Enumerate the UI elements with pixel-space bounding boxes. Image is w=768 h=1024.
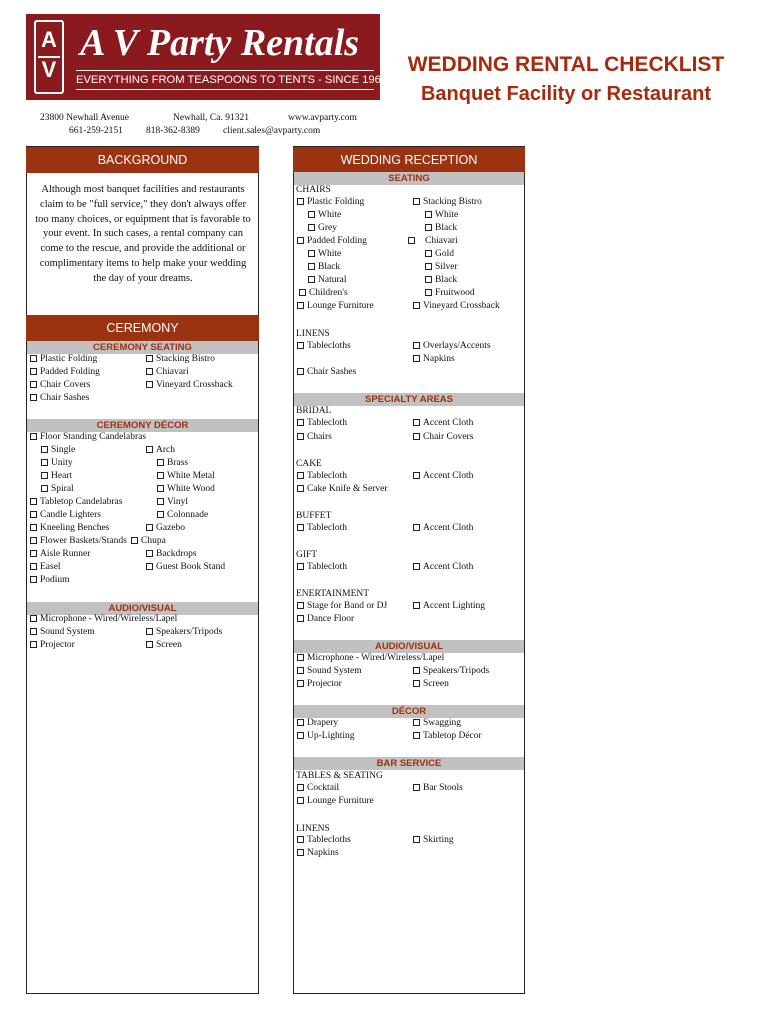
item-label: Plastic Folding [307, 197, 365, 207]
item-label: Swagging [423, 718, 461, 728]
checklist-item[interactable] [413, 300, 500, 312]
ceremony-seating-subheader: CEREMONY SEATING [27, 341, 258, 354]
item-label: Backdrops [156, 549, 197, 559]
checkbox-icon[interactable] [30, 368, 37, 375]
checkbox-icon[interactable] [408, 237, 415, 244]
checklist-item[interactable] [297, 600, 387, 612]
checklist-item[interactable] [30, 613, 177, 625]
checkbox-icon[interactable] [157, 485, 164, 492]
checkbox-icon[interactable] [297, 419, 304, 426]
checklist-item[interactable] [157, 496, 188, 508]
reception-header: WEDDING RECEPTION [293, 147, 525, 173]
item-label: Tablecloth [307, 562, 347, 572]
checklist-item[interactable] [297, 665, 362, 677]
checklist-item[interactable] [308, 261, 340, 273]
checkbox-icon[interactable] [146, 355, 153, 362]
checklist-item[interactable] [30, 626, 95, 638]
item-label: Chupa [141, 536, 166, 546]
checklist-item[interactable] [297, 470, 347, 482]
checklist-item[interactable] [297, 834, 351, 846]
item-label: White [318, 210, 342, 220]
item-label: Black [435, 223, 458, 233]
item-label: Spiral [51, 484, 74, 494]
checklist-item[interactable] [413, 470, 473, 482]
item-label: Fruitwood [435, 288, 475, 298]
item-label: Microphone - Wired/Wireless/Lapel [40, 614, 178, 624]
checkbox-icon[interactable] [297, 302, 304, 309]
checkbox-icon[interactable] [30, 355, 37, 362]
checklist-item[interactable] [30, 548, 90, 560]
checklist-item[interactable] [41, 457, 73, 469]
entertainment-label: ENERTAINMENT [296, 589, 370, 599]
item-label: Grey [318, 223, 337, 233]
checkbox-icon[interactable] [297, 342, 304, 349]
company-logo [26, 14, 388, 100]
checklist-item[interactable] [41, 470, 72, 482]
item-label: Dance Floor [307, 614, 355, 624]
checkbox-icon[interactable] [297, 719, 304, 726]
checkbox-icon[interactable] [425, 250, 432, 257]
checklist-item[interactable] [30, 561, 61, 573]
checklist-item[interactable] [41, 483, 74, 495]
checkbox-icon[interactable] [308, 263, 315, 270]
checklist-item[interactable] [131, 535, 166, 547]
item-label: Projector [40, 640, 75, 650]
checklist-item[interactable] [413, 196, 482, 208]
item-label: Natural [318, 275, 347, 285]
item-label: Children's [309, 288, 348, 298]
checkbox-icon[interactable] [30, 524, 37, 531]
checklist-item[interactable] [297, 522, 347, 534]
checklist-item[interactable] [299, 287, 348, 299]
checkbox-icon[interactable] [146, 628, 153, 635]
item-label: Vineyard Crossback [423, 301, 500, 311]
checkbox-icon[interactable] [41, 485, 48, 492]
checklist-item[interactable] [146, 353, 215, 365]
item-label: White Metal [167, 471, 215, 481]
contact-phone-1: 661-259-2151 [69, 126, 123, 136]
checklist-item[interactable] [413, 431, 473, 443]
item-label: Tablecloths [307, 341, 351, 351]
item-label: Flower Baskets/Stands [40, 536, 127, 546]
checklist-item[interactable] [425, 222, 457, 234]
checkbox-icon[interactable] [297, 485, 304, 492]
checklist-item[interactable] [413, 561, 473, 573]
checklist-item[interactable] [425, 248, 454, 260]
ceremony-av-subheader: AUDIO/VISUAL [27, 602, 258, 615]
checkbox-icon[interactable] [30, 381, 37, 388]
checklist-item[interactable] [297, 782, 339, 794]
checkbox-icon[interactable] [297, 237, 304, 244]
checkbox-icon[interactable] [157, 472, 164, 479]
item-label: Unity [51, 458, 73, 468]
item-label: White [318, 249, 342, 259]
item-label: Vineyard Crossback [156, 380, 233, 390]
checkbox-icon[interactable] [297, 615, 304, 622]
checkbox-icon[interactable] [41, 472, 48, 479]
checkbox-icon[interactable] [157, 498, 164, 505]
item-label: Lounge Furniture [307, 301, 374, 311]
contact-email[interactable]: client.sales@avparty.com [223, 126, 321, 136]
item-label: Accent Cloth [423, 418, 474, 428]
document-title: WEDDING RENTAL CHECKLIST [407, 53, 725, 76]
checkbox-icon[interactable] [41, 459, 48, 466]
item-label: Chiavari [425, 236, 458, 246]
checklist-item[interactable] [297, 561, 347, 573]
left-panel [26, 146, 259, 994]
item-label: Sound System [40, 627, 95, 637]
reception-seating-subheader: SEATING [294, 172, 524, 185]
item-label: Napkins [307, 848, 339, 858]
item-label: Black [318, 262, 341, 272]
item-label: Silver [435, 262, 458, 272]
checklist-item[interactable] [146, 626, 222, 638]
checkbox-icon[interactable] [30, 628, 37, 635]
item-label: Accent Lighting [423, 601, 485, 611]
item-label: Plastic Folding [40, 354, 98, 364]
checkbox-icon[interactable] [413, 302, 420, 309]
checkbox-icon[interactable] [413, 472, 420, 479]
checkbox-icon[interactable] [425, 263, 432, 270]
checkbox-icon[interactable] [297, 784, 304, 791]
background-paragraph: Although most banquet facilities and restaurants claim to be "full service," they don't always offer too many choices, or equipment that is favorable to your event. In such cases, a rental company can come to the rescue, and provide the additional or complimentary items to help make your wedding the day of your dreams. [35, 184, 251, 284]
checkbox-icon[interactable] [413, 433, 420, 440]
checklist-item[interactable] [30, 431, 146, 443]
checkbox-icon[interactable] [297, 563, 304, 570]
checklist-item[interactable] [30, 353, 97, 365]
checklist-item[interactable] [297, 613, 354, 625]
document-subtitle: Banquet Facility or Restaurant [420, 83, 712, 105]
checklist-item[interactable] [413, 340, 491, 352]
checklist-item[interactable] [408, 235, 458, 247]
chairs-label: CHAIRS [296, 185, 331, 195]
item-label: Padded Folding [40, 367, 100, 377]
checkbox-icon[interactable] [146, 368, 153, 375]
checklist-item[interactable] [297, 678, 342, 690]
bar-linens-label: LINENS [296, 824, 330, 834]
checklist-item[interactable] [157, 470, 215, 482]
checklist-item[interactable] [308, 274, 347, 286]
item-label: White [435, 210, 459, 220]
item-label: Chair Covers [40, 380, 91, 390]
item-label: Heart [51, 471, 73, 481]
checklist-item[interactable] [297, 366, 356, 378]
checklist-item[interactable] [297, 300, 374, 312]
checklist-item[interactable] [308, 209, 341, 221]
reception-av-subheader: AUDIO/VISUAL [294, 640, 524, 653]
checklist-item[interactable] [297, 795, 374, 807]
item-label: Podium [40, 575, 70, 585]
item-label: Chairs [307, 432, 332, 442]
logo-company-name: A V Party Rentals [80, 22, 360, 64]
checklist-item[interactable] [146, 561, 225, 573]
cake-label: CAKE [296, 459, 322, 469]
checklist-item[interactable] [297, 483, 387, 495]
checklist-item[interactable] [30, 574, 70, 586]
item-label: Sound System [307, 666, 362, 676]
checklist-item[interactable] [297, 730, 355, 742]
checklist-item[interactable] [297, 652, 444, 664]
checklist-item[interactable] [146, 548, 197, 560]
item-label: Microphone - Wired/Wireless/Lapel [307, 653, 445, 663]
item-label: Stage for Band or DJ [307, 601, 388, 611]
checkbox-icon[interactable] [30, 641, 37, 648]
item-label: Guest Book Stand [156, 562, 226, 572]
item-label: White Wood [167, 484, 215, 494]
checklist-item[interactable] [413, 522, 473, 534]
checkbox-icon[interactable] [413, 602, 420, 609]
item-label: Stacking Bistro [156, 354, 215, 364]
checklist-item[interactable] [413, 417, 473, 429]
checklist-item[interactable] [297, 196, 364, 208]
checklist-item[interactable] [308, 222, 337, 234]
checkbox-icon[interactable] [297, 602, 304, 609]
checklist-item[interactable] [413, 678, 449, 690]
checklist-item[interactable] [425, 209, 458, 221]
checklist-item[interactable] [41, 444, 75, 456]
checklist-item[interactable] [413, 665, 489, 677]
contact-city: Newhall, Ca. 91321 [173, 113, 249, 123]
item-label: Accent Cloth [423, 523, 474, 533]
item-label: Stacking Bistro [423, 197, 482, 207]
checkbox-icon[interactable] [413, 667, 420, 674]
checkbox-icon[interactable] [425, 289, 432, 296]
item-label: Tabletop Décor [423, 731, 482, 741]
checklist-item[interactable] [30, 379, 90, 391]
logo-badge [34, 20, 64, 94]
reception-decor-subheader: DÉCOR [294, 705, 524, 718]
checklist-item[interactable] [30, 366, 100, 378]
checkbox-icon[interactable] [30, 511, 37, 518]
item-label: Cake Knife & Server [307, 484, 388, 494]
item-label: Cocktail [307, 783, 340, 793]
checklist-item[interactable] [30, 639, 75, 651]
checklist-item[interactable] [413, 834, 454, 846]
item-label: Gold [435, 249, 454, 259]
checkbox-icon[interactable] [425, 276, 432, 283]
bridal-label: BRIDAL [296, 406, 332, 416]
checklist-item[interactable] [146, 639, 182, 651]
checkbox-icon[interactable] [146, 524, 153, 531]
checklist-item[interactable] [30, 535, 127, 547]
item-label: Projector [307, 679, 342, 689]
checkbox-icon[interactable] [297, 654, 304, 661]
item-label: Skirting [423, 835, 454, 845]
checkbox-icon[interactable] [308, 224, 315, 231]
bar-service-subheader: BAR SERVICE [294, 757, 524, 770]
checkbox-icon[interactable] [297, 368, 304, 375]
ceremony-header: CEREMONY [26, 315, 259, 341]
item-label: Screen [156, 640, 182, 650]
checkbox-icon[interactable] [425, 224, 432, 231]
item-label: Chair Covers [423, 432, 474, 442]
checklist-item[interactable] [413, 782, 463, 794]
checkbox-icon[interactable] [297, 797, 304, 804]
item-label: Tabletop Candelabras [40, 497, 123, 507]
item-label: Accent Cloth [423, 562, 474, 572]
checkbox-icon[interactable] [413, 355, 420, 362]
contact-address: 23800 Newhall Avenue [40, 113, 129, 123]
item-label: Accent Cloth [423, 471, 474, 481]
checkbox-icon[interactable] [131, 537, 138, 544]
checkbox-icon[interactable] [157, 511, 164, 518]
checkbox-icon[interactable] [299, 289, 306, 296]
checkbox-icon[interactable] [297, 680, 304, 687]
tables-seating-label: TABLES & SEATING [296, 771, 383, 781]
contact-website[interactable]: www.avparty.com [288, 113, 357, 123]
checkbox-icon[interactable] [308, 250, 315, 257]
checklist-item[interactable] [308, 248, 341, 260]
checklist-item[interactable] [413, 717, 461, 729]
item-label: Napkins [423, 354, 455, 364]
checkbox-icon[interactable] [413, 732, 420, 739]
checkbox-icon[interactable] [30, 537, 37, 544]
checklist-item[interactable] [30, 392, 89, 404]
item-label: Single [51, 445, 76, 455]
checklist-item[interactable] [146, 444, 175, 456]
checkbox-icon[interactable] [413, 342, 420, 349]
right-panel [293, 146, 525, 994]
checklist-item[interactable] [413, 600, 485, 612]
item-label: Vinyl [167, 497, 189, 507]
checkbox-icon[interactable] [425, 211, 432, 218]
checkbox-icon[interactable] [30, 563, 37, 570]
checklist-item[interactable] [425, 274, 457, 286]
checkbox-icon[interactable] [413, 784, 420, 791]
item-label: Padded Folding [307, 236, 367, 246]
checklist-item[interactable] [413, 730, 482, 742]
checklist-item[interactable] [297, 340, 351, 352]
background-header: BACKGROUND [26, 147, 259, 173]
checkbox-icon[interactable] [308, 211, 315, 218]
checkbox-icon[interactable] [30, 433, 37, 440]
item-label: Kneeling Benches [40, 523, 110, 533]
checkbox-icon[interactable] [157, 459, 164, 466]
checklist-item[interactable] [146, 522, 185, 534]
item-label: Floor Standing Candelabras [40, 432, 147, 442]
checkbox-icon[interactable] [41, 446, 48, 453]
checklist-item[interactable] [157, 457, 188, 469]
buffet-label: BUFFET [296, 511, 332, 521]
checkbox-icon[interactable] [413, 719, 420, 726]
checklist-item[interactable] [157, 483, 215, 495]
checkbox-icon[interactable] [146, 550, 153, 557]
logo-badge-v: V [41, 57, 57, 82]
checkbox-icon[interactable] [413, 419, 420, 426]
checklist-item[interactable] [146, 379, 233, 391]
item-label: Bar Stools [423, 783, 463, 793]
checklist-item[interactable] [425, 287, 475, 299]
ceremony-decor-subheader: CEREMONY DÉCOR [27, 419, 258, 432]
checkbox-icon[interactable] [297, 433, 304, 440]
checkbox-icon[interactable] [30, 394, 37, 401]
item-label: Lounge Furniture [307, 796, 374, 806]
checkbox-icon[interactable] [413, 563, 420, 570]
item-label: Brass [167, 458, 189, 468]
item-label: Tablecloths [307, 835, 351, 845]
checklist-item[interactable] [30, 509, 101, 521]
item-label: Candle Lighters [40, 510, 101, 520]
item-label: Chair Sashes [40, 393, 90, 403]
checklist-item[interactable] [297, 431, 332, 443]
checklist-item[interactable] [297, 235, 367, 247]
checkbox-icon[interactable] [297, 836, 304, 843]
checkbox-icon[interactable] [146, 446, 153, 453]
checkbox-icon[interactable] [297, 472, 304, 479]
checkbox-icon[interactable] [413, 524, 420, 531]
checklist-item[interactable] [413, 353, 455, 365]
item-label: Gazebo [156, 523, 186, 533]
item-label: Speakers/Tripods [423, 666, 490, 676]
checkbox-icon[interactable] [297, 667, 304, 674]
checkbox-icon[interactable] [30, 576, 37, 583]
checkbox-icon[interactable] [30, 498, 37, 505]
checkbox-icon[interactable] [413, 680, 420, 687]
item-label: Overlays/Accents [423, 341, 491, 351]
checkbox-icon[interactable] [30, 615, 37, 622]
checkbox-icon[interactable] [30, 550, 37, 557]
checkbox-icon[interactable] [146, 381, 153, 388]
checkbox-icon[interactable] [297, 849, 304, 856]
specialty-areas-subheader: SPECIALTY AREAS [294, 393, 524, 406]
item-label: Chiavari [156, 367, 189, 377]
checklist-item[interactable] [30, 496, 122, 508]
item-label: Drapery [307, 718, 339, 728]
item-label: Speakers/Tripods [156, 627, 223, 637]
item-label: Black [435, 275, 458, 285]
checklist-item[interactable] [297, 417, 347, 429]
item-label: Easel [40, 562, 61, 572]
checkbox-icon[interactable] [297, 524, 304, 531]
logo-tagline: EVERYTHING FROM TEASPOONS TO TENTS - SINCE 1968 [76, 70, 374, 90]
checklist-item[interactable] [30, 522, 109, 534]
checkbox-icon[interactable] [413, 198, 420, 205]
checkbox-icon[interactable] [308, 276, 315, 283]
item-label: Arch [156, 445, 175, 455]
checklist-item[interactable] [297, 847, 339, 859]
contact-phone-2: 818-362-8389 [146, 126, 200, 136]
item-label: Up-Lighting [307, 731, 355, 741]
checkbox-icon[interactable] [297, 198, 304, 205]
checkbox-icon[interactable] [146, 563, 153, 570]
item-label: Tablecloth [307, 523, 347, 533]
item-label: Tablecloth [307, 471, 347, 481]
item-label: Colonnade [167, 510, 209, 520]
checklist-item[interactable] [297, 717, 338, 729]
checkbox-icon[interactable] [146, 641, 153, 648]
gift-label: GIFT [296, 550, 318, 560]
checklist-item[interactable] [425, 261, 458, 273]
item-label: Aisle Runner [40, 549, 91, 559]
item-label: Screen [423, 679, 449, 689]
checkbox-icon[interactable] [413, 836, 420, 843]
item-label: Tablecloth [307, 418, 347, 428]
checklist-item[interactable] [157, 509, 208, 521]
item-label: Chair Sashes [307, 367, 357, 377]
logo-badge-a: A [41, 27, 57, 52]
checkbox-icon[interactable] [297, 732, 304, 739]
checklist-item[interactable] [146, 366, 189, 378]
linens-label: LINENS [296, 329, 330, 339]
